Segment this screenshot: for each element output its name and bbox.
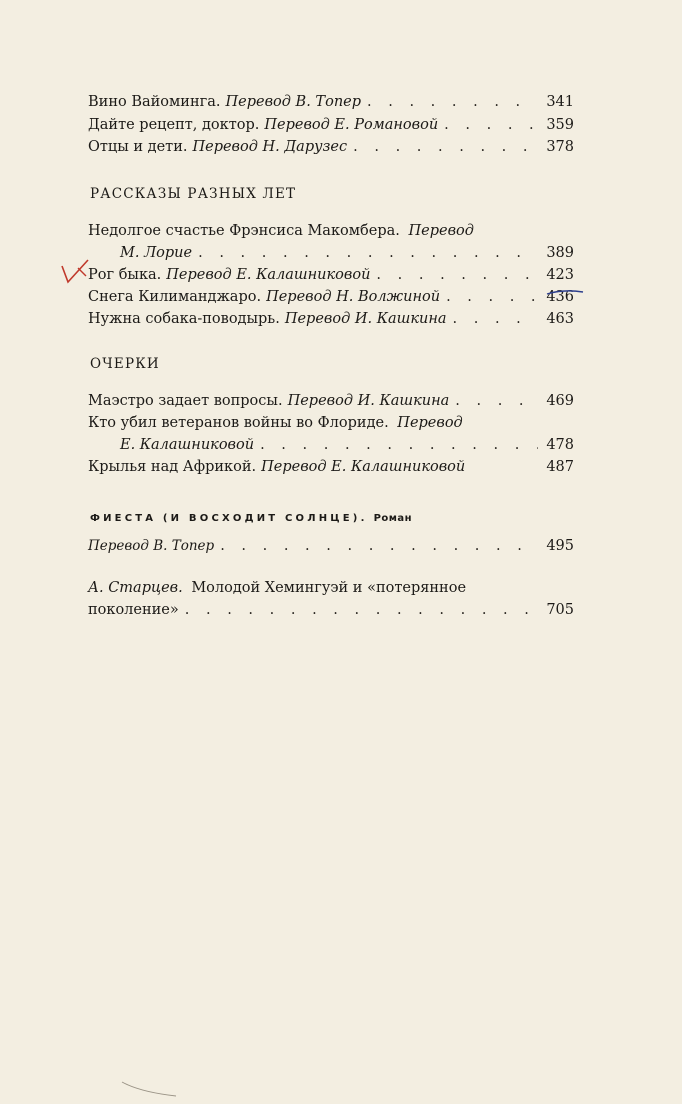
toc-entry: [88, 136, 574, 158]
novel-genre: Роман: [373, 513, 413, 524]
entry-page: 705: [546, 602, 574, 618]
entry-page: 378: [546, 139, 574, 155]
toc-entry: [88, 390, 574, 412]
entry-title: Рог быка.: [88, 267, 162, 283]
entry-title: Молодой Хемингуэй и «потерянное: [191, 580, 467, 596]
toc-entry: [88, 535, 574, 557]
entry-title: поколение»: [88, 602, 179, 618]
section-heading: РАССКАЗЫ РАЗНЫХ ЛЕТ: [90, 186, 297, 202]
entry-translator: Перевод И. Кашкина: [287, 393, 450, 409]
toc-entry-line1: [88, 220, 574, 242]
leader-dots: [367, 91, 538, 113]
pencil-scribble: [120, 1078, 180, 1098]
entry-translator: Е. Калашниковой: [120, 437, 255, 453]
toc-entry-line2: [88, 599, 574, 621]
novel-heading: [90, 510, 412, 528]
entry-translator: Перевод Е. Романовой: [264, 117, 439, 133]
entry-translator: Перевод В. Топер: [88, 538, 215, 554]
toc-entry-line1: [88, 412, 574, 434]
leader-dots: [444, 114, 538, 136]
entry-translator: Перевод Е. Калашниковой: [261, 459, 466, 475]
entry-translator: М. Лорие: [120, 245, 193, 261]
entry-title: Крылья над Африкой.: [88, 459, 257, 475]
entry-translator: Перевод: [408, 223, 474, 239]
entry-title: Отцы и дети.: [88, 139, 188, 155]
entry-translator: Перевод: [397, 415, 463, 431]
entry-page: 469: [546, 393, 574, 409]
entry-page: 423: [546, 267, 574, 283]
entry-page: 436: [546, 289, 574, 305]
leader-dots: [260, 434, 538, 456]
entry-page: 389: [546, 245, 574, 261]
entry-title: Маэстро задает вопросы.: [88, 393, 283, 409]
toc-entry-line2: [120, 434, 574, 456]
toc-entry: [88, 456, 574, 478]
afterword-author: А. Старцев.: [88, 580, 183, 596]
entry-translator: Перевод Н. Дарузес: [192, 139, 348, 155]
leader-dots: [376, 264, 538, 286]
leader-dots: [220, 535, 538, 557]
section-heading: ОЧЕРКИ: [90, 356, 160, 372]
toc-entry: [88, 114, 574, 136]
leader-dots: [446, 286, 538, 308]
entry-translator: Перевод Н. Волжиной: [266, 289, 441, 305]
leader-dots: [198, 242, 538, 264]
entry-page: 359: [546, 117, 574, 133]
entry-title: Снега Килиманджаро.: [88, 289, 262, 305]
entry-title: Кто убил ветеранов войны во Флориде.: [88, 415, 389, 431]
novel-title: ФИЕСТА (И ВОСХОДИТ СОЛНЦЕ).: [90, 513, 368, 524]
toc-entry-line1: [88, 577, 574, 599]
toc-entry: [88, 264, 574, 286]
entry-page: 487: [546, 459, 574, 475]
entry-page: 478: [546, 437, 574, 453]
entry-title: Дайте рецепт, доктор.: [88, 117, 260, 133]
toc-entry-line2: [120, 242, 574, 264]
leader-dots: [353, 136, 538, 158]
toc-entry: [88, 308, 574, 330]
toc-entry: [88, 286, 574, 308]
entry-title: Нужна собака-поводырь.: [88, 311, 280, 327]
entry-translator: Перевод В. Топер: [225, 94, 362, 110]
entry-title: Недолгое счастье Фрэнсиса Макомбера.: [88, 223, 400, 239]
leader-dots: [455, 390, 538, 412]
leader-dots: [185, 599, 538, 621]
entry-page: 341: [546, 94, 574, 110]
leader-dots: [453, 308, 538, 330]
entry-title: Вино Вайоминга.: [88, 94, 221, 110]
entry-page: 495: [546, 538, 574, 554]
entry-translator: Перевод Е. Калашниковой: [166, 267, 371, 283]
entry-page: 463: [546, 311, 574, 327]
entry-translator: Перевод И. Кашкина: [284, 311, 447, 327]
toc-entry: [88, 91, 574, 113]
red-tick-mark: [58, 256, 92, 292]
